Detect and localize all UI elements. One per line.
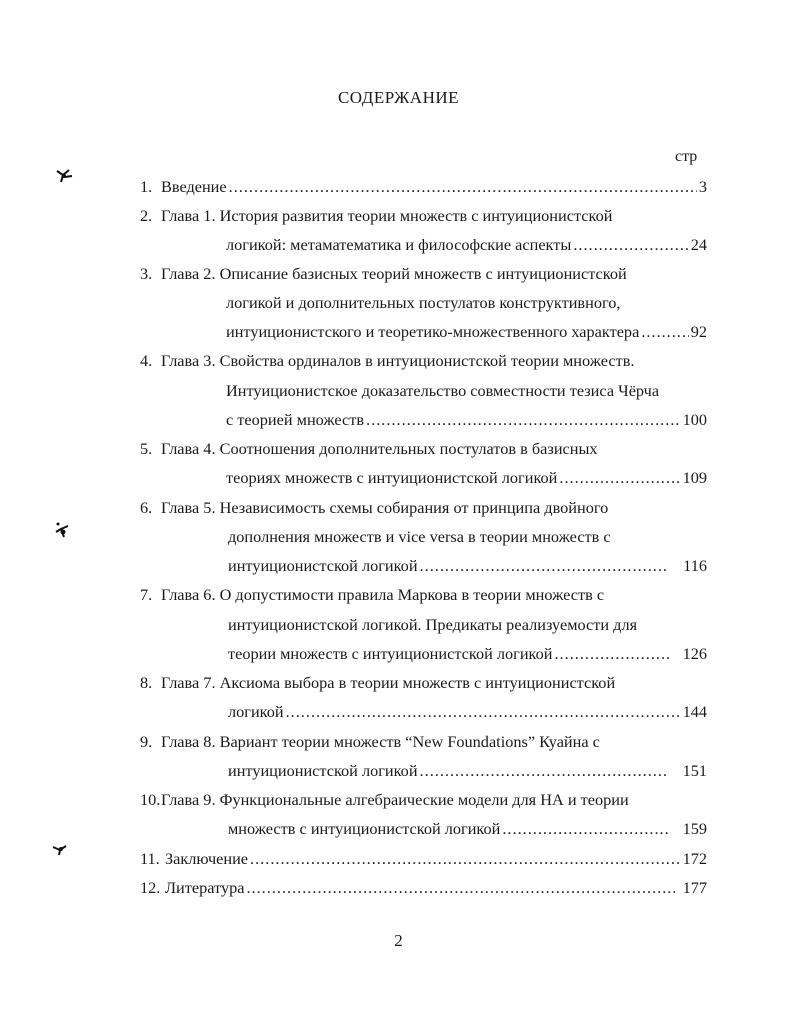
toc-number: 5. <box>140 439 153 458</box>
scan-mark <box>52 520 74 542</box>
page-number: 2 <box>394 931 403 950</box>
scan-mark <box>54 166 76 186</box>
toc-entry-text: теориях множеств с интуиционистской логикой <box>226 468 558 487</box>
toc-entry-text: интуиционистской логикой. Предикаты реализуемости для <box>228 615 638 634</box>
toc-entry-text: логикой и дополнительных постулатов конструктивного, <box>226 293 621 312</box>
toc-number: 10. <box>140 790 161 809</box>
toc-entry-text: Глава 6. О допустимости правила Маркова в теории множеств с <box>161 585 605 604</box>
toc-entry-text: Глава 2. Описание базисных теорий множеств с интуиционистской <box>161 264 627 283</box>
toc-page: 151 <box>682 761 707 780</box>
leader-dots <box>573 235 688 255</box>
toc-page: 3 <box>698 177 707 196</box>
leader-dots <box>366 410 680 430</box>
toc-entry-text: Глава 3. Свойства ординалов в интуиционистской теории множеств. <box>161 351 635 370</box>
page-title: СОДЕРЖАНИЕ <box>337 88 460 107</box>
toc-page: 144 <box>682 702 707 721</box>
toc-page: 100 <box>682 410 707 429</box>
leader-dots <box>420 556 670 576</box>
toc-entry-text: Глава 9. Функциональные алгебраические модели для НА и теории <box>161 790 629 809</box>
toc-entry-text: Введение <box>161 177 227 196</box>
toc-number: 1. <box>140 177 153 196</box>
toc-entry-text: Глава 1. История развития теории множеств с интуиционистской <box>161 206 613 225</box>
toc-number: 8. <box>140 673 153 692</box>
toc-entry-text: Глава 8. Вариант теории множеств “New Foundations” Куайна с <box>161 732 600 751</box>
toc-number: 7. <box>140 585 153 604</box>
toc-entry <box>226 410 707 430</box>
toc-entry <box>226 235 707 255</box>
leader-dots <box>229 177 697 197</box>
scan-mark <box>50 841 72 857</box>
toc-page: 116 <box>683 556 707 575</box>
toc-entry-text: Интуиционистское доказательство совместности тезиса Чёрча <box>226 381 660 400</box>
toc-number: 9. <box>140 732 153 751</box>
toc-entry <box>161 177 707 197</box>
toc-number: 6. <box>140 498 153 517</box>
leader-dots <box>286 702 681 722</box>
toc-number: 3. <box>140 264 153 283</box>
toc-page: 177 <box>682 878 707 897</box>
leader-dots <box>641 322 688 342</box>
toc-page: 109 <box>682 468 707 487</box>
toc-entry-text: Литература <box>165 878 245 897</box>
toc-entry <box>228 556 707 576</box>
toc-entry <box>165 878 707 898</box>
toc-number: 4. <box>140 351 153 370</box>
toc-entry-text: дополнения множеств и vice versa в теории множеств с <box>228 527 611 546</box>
leader-dots <box>559 468 680 488</box>
toc-entry <box>226 322 707 342</box>
toc-entry-text: множеств с интуиционистской логикой <box>228 819 501 838</box>
leader-dots <box>502 819 670 839</box>
toc-entry-text: интуиционистской логикой <box>228 556 418 575</box>
toc-entry <box>228 644 707 664</box>
page-column-label: стр <box>675 148 698 165</box>
toc-entry-text: логикой: метаматематика и философские аспекты <box>226 235 572 254</box>
toc-entry-text: интуиционистской логикой <box>228 761 418 780</box>
leader-dots <box>246 878 674 898</box>
toc-page: 126 <box>682 644 707 663</box>
toc-number: 2. <box>140 206 153 225</box>
toc-number: 12. <box>140 878 161 897</box>
toc-page: 24 <box>690 235 707 254</box>
toc-entry-text: теории множеств с интуиционистской логикой <box>228 644 553 663</box>
leader-dots <box>554 644 670 664</box>
toc-entry <box>165 849 707 869</box>
toc-entry-text: с теорией множеств <box>226 410 365 429</box>
toc-number: 11. <box>140 849 160 868</box>
toc-entry-text: интуиционистского и теоретико-множественного характера <box>226 322 640 341</box>
toc-page: 92 <box>690 322 707 341</box>
toc-entry-text: Глава 4. Соотношения дополнительных постулатов в базисных <box>161 439 598 458</box>
toc-entry <box>228 761 707 781</box>
toc-entry <box>228 702 707 722</box>
toc-entry <box>228 819 707 839</box>
toc-page: 159 <box>682 819 707 838</box>
toc-entry-text: Заключение <box>165 849 249 868</box>
toc-entry <box>226 468 707 488</box>
toc-entry-text: Глава 5. Независимость схемы собирания от принципа двойного <box>161 498 609 517</box>
leader-dots <box>420 761 669 781</box>
toc-entry-text: логикой <box>228 702 284 721</box>
leader-dots <box>250 849 681 869</box>
toc-page: 172 <box>682 849 707 868</box>
toc-entry-text: Глава 7. Аксиома выбора в теории множеств с интуиционистской <box>161 673 616 692</box>
